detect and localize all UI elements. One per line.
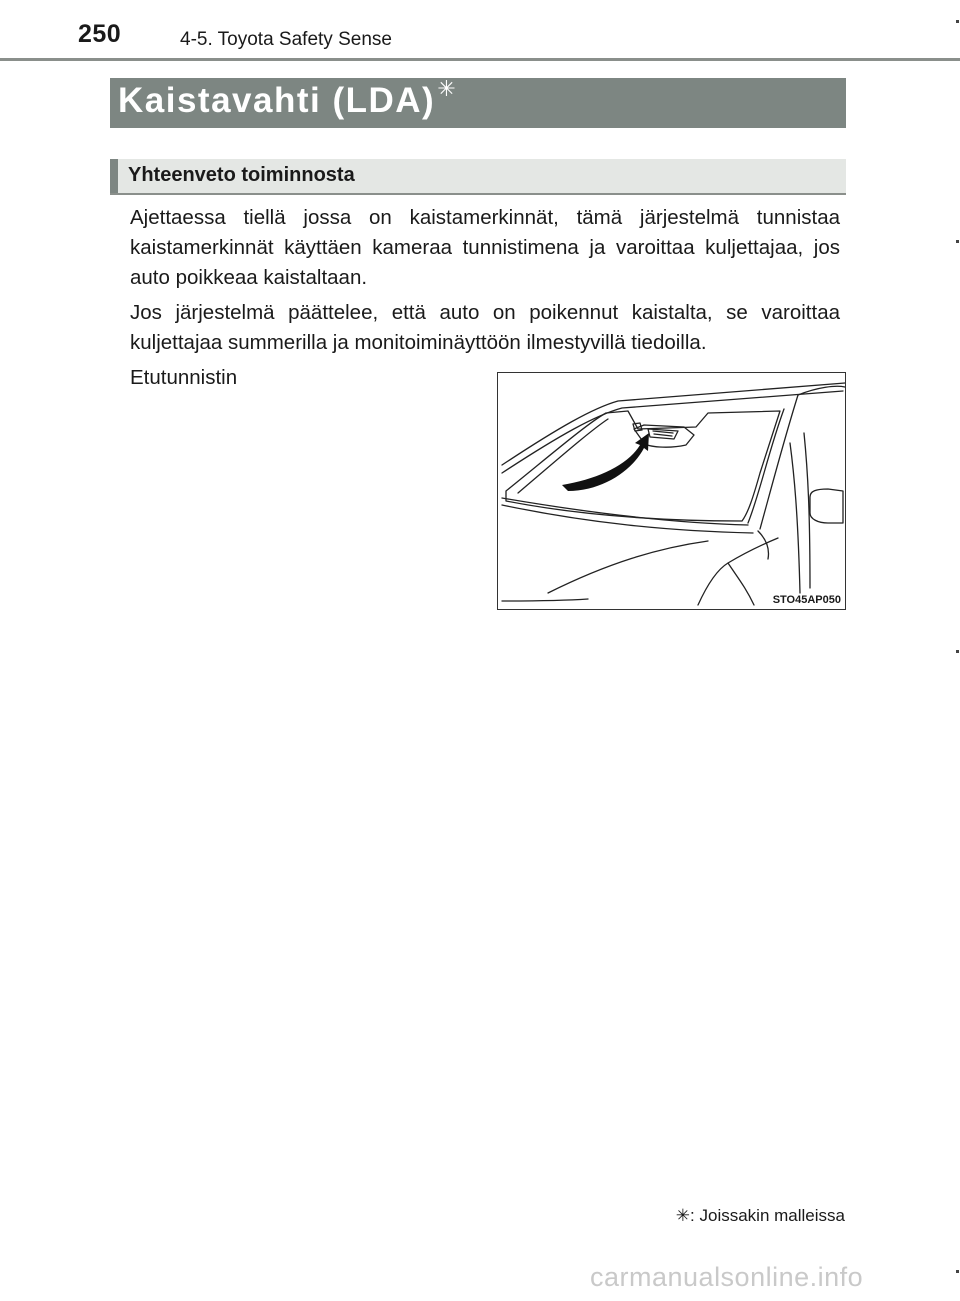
edge-mark [956, 1270, 959, 1273]
header-divider [0, 58, 960, 61]
footnote-text: : Joissakin malleissa [690, 1206, 845, 1225]
edge-mark [956, 240, 959, 243]
paragraph-warning: Jos järjestelmä päättelee, että auto on poikennut kaistalta, se varoittaa kuljettajaa summerilla ja monitoiminäyttöön ilmestyvillä tiedoilla. [130, 301, 840, 354]
edge-mark [956, 650, 959, 653]
subheading-bar [110, 159, 846, 195]
pointer-arrow-icon [562, 433, 649, 491]
site-watermark: carmanualsonline.info [590, 1262, 864, 1292]
windshield-drawing [498, 373, 845, 609]
footnote-asterisk-icon: ✳ [675, 1206, 691, 1225]
subheading: Yhteenveto toiminnosta [128, 164, 355, 186]
figure-code: STO45AP050 [772, 594, 841, 606]
section-reference: 4-5. Toyota Safety Sense [180, 29, 392, 50]
page-number: 250 [78, 20, 122, 48]
subheading-accent [110, 159, 118, 193]
figure-caption: Etutunnistin [130, 366, 238, 389]
paragraph-overview: Ajettaessa tiellä jossa on kaistamerkinnät, tämä järjestelmä tunnistaa kaistamerkinnät käyttäen kameraa tunnistimena ja varoittaa kuljettajaa, jos auto poikkeaa kaistaltaan. [130, 206, 840, 289]
title-asterisk-icon: ✳ [437, 76, 458, 101]
edge-mark [956, 20, 959, 23]
windshield-camera-illustration [497, 372, 846, 610]
page-title-text: Kaistavahti (LDA) [118, 81, 436, 120]
footnote [676, 1206, 845, 1226]
title-banner [110, 78, 846, 128]
page-title [118, 76, 458, 121]
